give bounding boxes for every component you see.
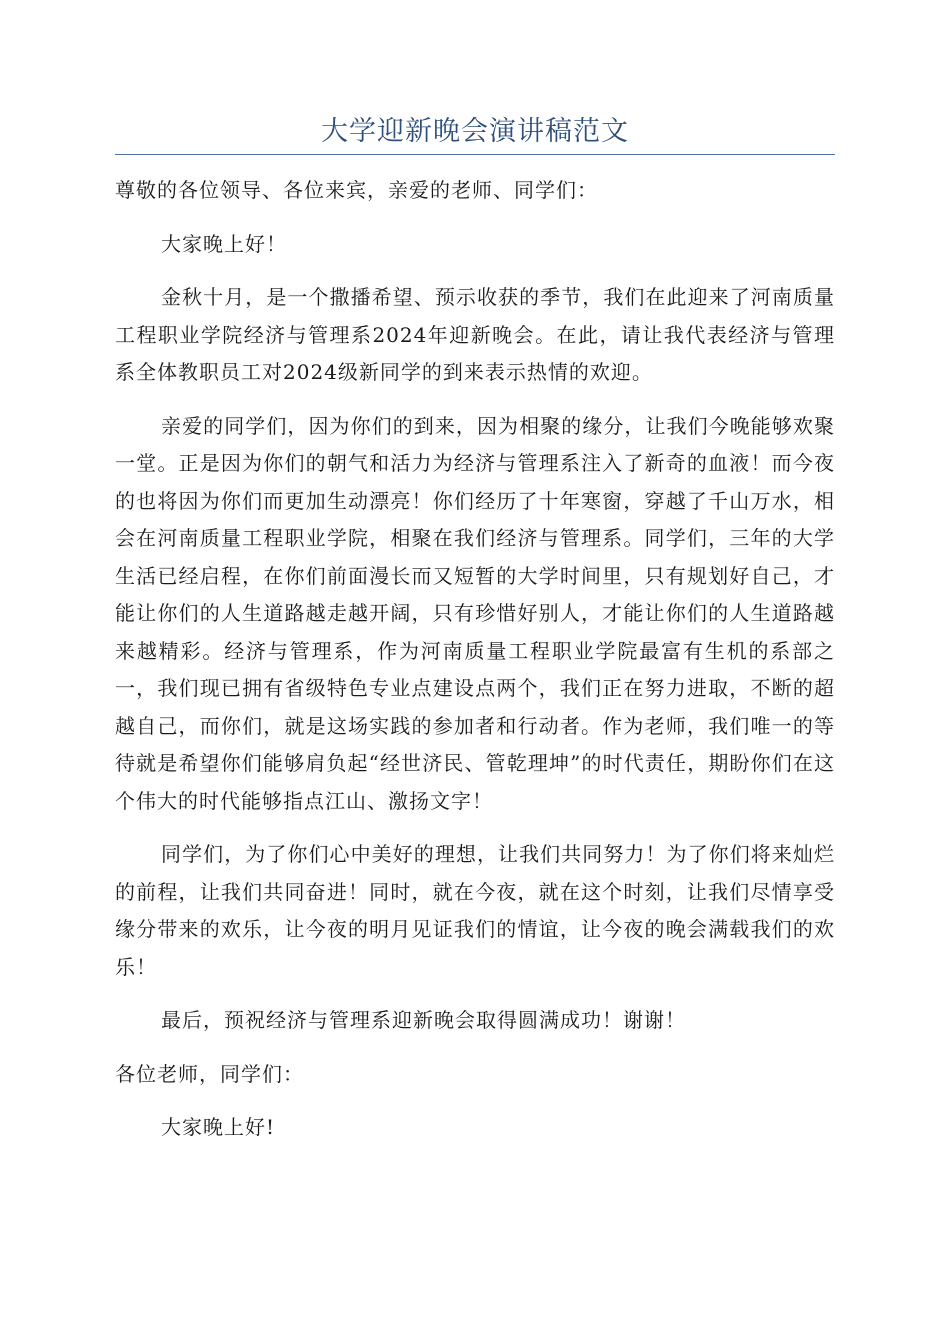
paragraph-spacer xyxy=(115,392,835,408)
title-underline xyxy=(115,154,835,155)
second-salutation-paragraph: 各位老师，同学们： xyxy=(115,1061,304,1086)
document-title: 大学迎新晚会演讲稿范文 xyxy=(321,116,629,147)
paragraph-spacer xyxy=(115,1040,835,1056)
paragraph-spacer xyxy=(115,986,835,1002)
paragraph-spacer xyxy=(115,820,835,836)
body-paragraph-2: 亲爱的同学们，因为你们的到来，因为相聚的缘分，让我们今晚能够欢聚一堂。正是因为你们的朝气和活力为经济与管理系注入了新奇的血液！而今夜的也将因为你们而更加生动漂亮！你们经历了十年寒窗，穿越了千山万水，相会在河南质量工程职业学院，相聚在我们经济与管理系。同学们，三年的大学生活已经启程，在你们前面漫长而又短暂的大学时间里，只有规划好自己，才能让你们的人生道路越走越开阔，只有珍惜好别人，才能让你们的人生道路越来越精彩。经济与管理系，作为河南质量工程职业学院最富有生机的系部之一，我们现已拥有省级特色专业点建设点两个，我们正在努力进取，不断的超越自己，而你们，就是这场实践的参加者和行动者。作为老师，我们唯一的等待就是希望你们能够肩负起“经世济民、管乾理坤”的时代责任，期盼你们在这个伟大的时代能够指点江山、激扬文字！ xyxy=(115,413,835,813)
body-paragraph-3: 同学们，为了你们心中美好的理想，让我们共同努力！为了你们将来灿烂的前程，让我们共同奋进！同时，就在今夜，就在这个时刻，让我们尽情享受缘分带来的欢乐，让今夜的明月见证我们的情谊，让今夜的晚会满载我们的欢乐！ xyxy=(115,842,835,979)
second-greeting-paragraph: 大家晚上好! xyxy=(161,1115,276,1139)
closing-paragraph: 最后，预祝经济与管理系迎新晚会取得圆满成功！谢谢！ xyxy=(161,1008,686,1032)
paragraph-spacer xyxy=(115,1093,835,1109)
paragraph-spacer xyxy=(115,210,835,226)
document-body xyxy=(115,172,835,1147)
salutation-paragraph: 尊敬的各位领导、各位来宾，亲爱的老师、同学们： xyxy=(115,178,598,202)
paragraph-spacer xyxy=(115,263,835,279)
body-paragraph-1: 金秋十月，是一个撒播希望、预示收获的季节，我们在此迎来了河南质量工程职业学院经济与管理系2024年迎新晚会。在此，请让我代表经济与管理系全体教职员工对2024级新同学的到来表示热情的欢迎。 xyxy=(115,285,835,384)
greeting-paragraph: 大家晚上好！ xyxy=(161,231,287,256)
